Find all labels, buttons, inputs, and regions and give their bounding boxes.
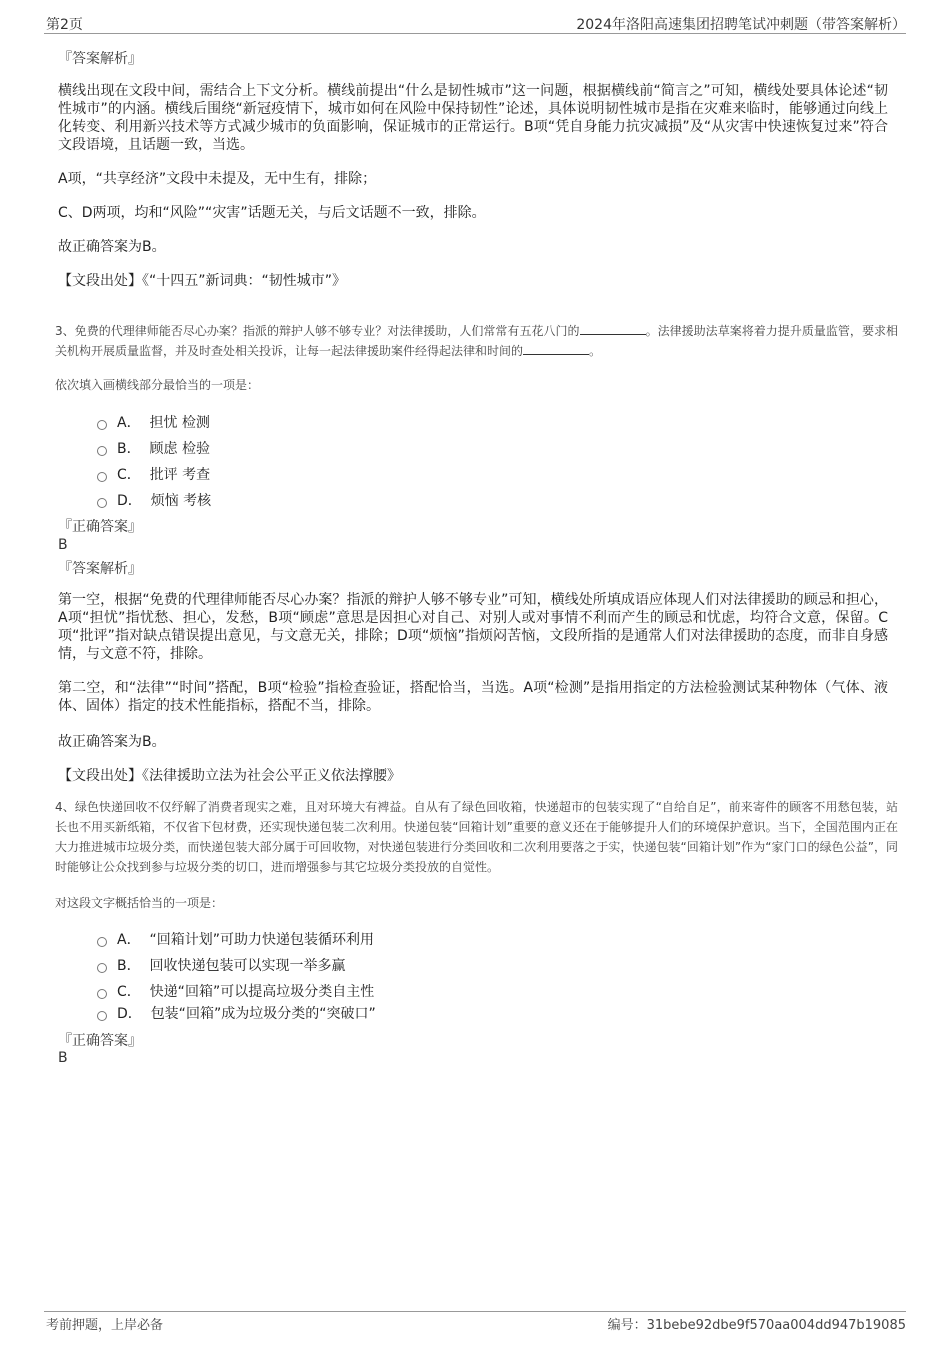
q3-analysis-para2: 第二空，和“法律”“时间”搭配，B项“检验”指检查验证，搭配恰当，当选。A项“检测”是指用指定的方法检验测试某种物体（气体、液体、固体）指定的技术性能指标，搭配不当，排除。	[58, 680, 888, 714]
q2-analysis-tag: 『答案解析』	[58, 51, 142, 67]
q3-stem-part3: 。	[589, 344, 602, 358]
q2-conclusion: 故正确答案为B。	[58, 239, 166, 255]
q3-option-d[interactable]: D． 烦恼 考核	[97, 490, 211, 510]
q4-correct-answer: B	[58, 1050, 68, 1066]
document-title: 2024年洛阳高速集团招聘笔试冲刺题（带答案解析）	[576, 17, 906, 33]
q3-conclusion: 故正确答案为B。	[58, 734, 166, 750]
q3-blank-1	[580, 322, 646, 335]
radio-icon[interactable]	[97, 963, 107, 973]
q4-correct-tag: 『正确答案』	[58, 1033, 142, 1049]
radio-icon[interactable]	[97, 472, 107, 482]
q4-option-a[interactable]: A． “回箱计划”可助力快递包装循环利用	[97, 929, 374, 949]
q3-blank-2	[523, 342, 589, 355]
q2-analysis-para2: A项，“共享经济”文段中未提及，无中生有，排除；	[58, 171, 377, 187]
q4-stem: 4、绿色快递回收不仅纾解了消费者现实之难，且对环境大有裨益。自从有了绿色回收箱，快递超市的包装实现了“自给自足”，前来寄件的顾客不用愁包装，站长也不用买新纸箱，不仅省下包材费，还实现快递包装二次利用。快递包装“回箱计划”重要的意义还在于能够提升人们的环境保护意识。当下，全国范围内正在大力推进城市垃圾分类，而快递包装大部分属于可回收物，对快递包装进行分类回收和二次利用要落之于实，快递包装“回箱计划”作为“家门口的绿色公益”，同时能够让公众找到参与垃圾分类的切口，进而增强参与其它垃圾分类投放的自觉性。	[55, 800, 898, 874]
radio-icon[interactable]	[97, 989, 107, 999]
q2-analysis-para1: 横线出现在文段中间，需结合上下文分析。横线前提出“什么是韧性城市”这一问题，根据横线前“简言之”可知，横线处要具体论述“韧性城市”的内涵。横线后围绕“新冠疫情下，城市如何在风险中保持韧性”论述，具体说明韧性城市是指在灾难来临时，能够通过向线上化转变、利用新兴技术等方式减少城市的负面影响，保证城市的正常运行。B项“凭自身能力抗灾减损”及“从灾害中快速恢复过来”符合文段语境，且话题一致，当选。	[58, 83, 888, 153]
radio-icon[interactable]	[97, 498, 107, 508]
footer-slogan: 考前押题，上岸必备	[46, 1318, 164, 1333]
q3-analysis-para1: 第一空，根据“免费的代理律师能否尽心办案？指派的辩护人够不够专业”可知，横线处所填成语应体现人们对法律援助的顾忌和担心，A项“担忧”指忧愁、担心，发愁，B项“顾虑”意思是因担心对自己、对别人或对事情不利而产生的顾忌和忧虑，均符合文意，保留。C项“批评”指对缺点错误提出意见，与文意无关，排除；D项“烦恼”指烦闷苦恼，文段所指的是通常人们对法律援助的态度，而非自身感情，与文意不符，排除。	[58, 592, 888, 662]
q2-analysis-para3: C、D两项，均和“风险”“灾害”话题无关，与后文话题不一致，排除。	[58, 205, 486, 221]
q4-option-d[interactable]: D． 包装“回箱”成为垃圾分类的“突破口”	[97, 1003, 376, 1023]
q3-correct-tag: 『正确答案』	[58, 519, 142, 535]
q3-option-b[interactable]: B． 顾虑 检验	[97, 438, 210, 458]
q3-prompt: 依次填入画横线部分最恰当的一项是：	[55, 378, 260, 392]
footer-divider	[44, 1311, 906, 1312]
q3-stem	[55, 321, 898, 361]
header-divider	[44, 33, 906, 34]
q4-prompt: 对这段文字概括恰当的一项是：	[55, 896, 224, 910]
radio-icon[interactable]	[97, 420, 107, 430]
radio-icon[interactable]	[97, 1011, 107, 1021]
q4-option-c[interactable]: C． 快递“回箱”可以提高垃圾分类自主性	[97, 981, 374, 1001]
q4-option-b[interactable]: B． 回收快递包装可以实现一举多赢	[97, 955, 346, 975]
radio-icon[interactable]	[97, 937, 107, 947]
q2-source: 【文段出处】《“十四五”新词典：“韧性城市”》	[58, 273, 347, 289]
q3-stem-part2: 。法律援助法草案将着力提升质量监管，要求相关机构开展质量监督，并及时查处相关投诉，让每一起法律援助案件经得起法律和时间的	[55, 324, 898, 358]
q3-source: 【文段出处】《法律援助立法为社会公平正义依法撑腰》	[58, 768, 401, 784]
document-id: 编号：31bebe92dbe9f570aa004dd947b19085	[607, 1318, 906, 1333]
q3-analysis-tag: 『答案解析』	[58, 561, 142, 577]
q3-correct-answer: B	[58, 537, 68, 553]
radio-icon[interactable]	[97, 446, 107, 456]
q3-option-a[interactable]: A． 担忧 检测	[97, 412, 210, 432]
page-number: 第2页	[46, 17, 83, 33]
q3-option-c[interactable]: C． 批评 考查	[97, 464, 210, 484]
q3-stem-part1: 3、免费的代理律师能否尽心办案？指派的辩护人够不够专业？对法律援助，人们常常有五花八门的	[55, 324, 580, 338]
